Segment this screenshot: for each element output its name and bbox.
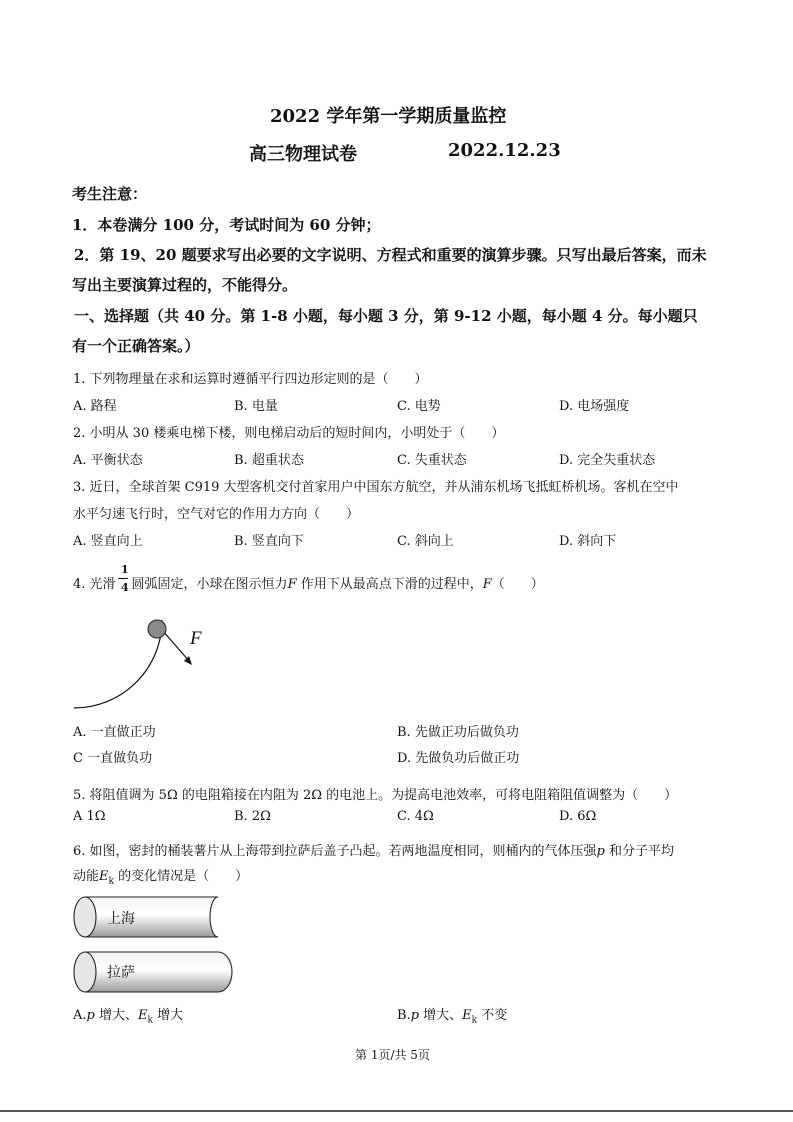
question-2-option-b: B. 超重状态 bbox=[234, 453, 304, 468]
question-1-stem: 1. 下列物理量在求和运算时遵循平行四边形定则的是（ ） bbox=[73, 372, 428, 387]
question-5-option-d: D. 6Ω bbox=[559, 809, 597, 824]
question-4-option-a: A. 一直做正功 bbox=[73, 725, 156, 740]
option-a-letter: A. bbox=[73, 1008, 87, 1023]
fraction-bar bbox=[118, 578, 128, 579]
notice-item-2-line-1: 2．第 19、20 题要求写出必要的文字说明、方程式和重要的演算步骤。只写出最后答案，而未 bbox=[74, 246, 707, 264]
exam-date: 2022.12.23 bbox=[448, 140, 561, 161]
exam-subtitle: 高三物理试卷 bbox=[249, 144, 357, 165]
question-3-stem-line-2: 水平匀速飞行时，空气对它的作用力方向（ ） bbox=[73, 507, 360, 522]
option-a-mid: 增大、 bbox=[94, 1008, 138, 1023]
question-1-option-a: A. 路程 bbox=[73, 399, 117, 414]
question-4-stem-prefix: 4. 光滑 bbox=[73, 577, 116, 592]
question-6-figure bbox=[70, 893, 240, 998]
option-b-post: 不变 bbox=[477, 1008, 508, 1023]
question-6-stem-text-1: 6. 如图，密封的桶装薯片从上海带到拉萨后盖子凸起。若两地温度相同，则桶内的气体压强 bbox=[73, 844, 597, 859]
force-arrow-line bbox=[162, 630, 190, 662]
question-4-stem-end: （ ） bbox=[491, 577, 544, 592]
question-6-stem-text-3: 动能 bbox=[73, 869, 100, 884]
question-4-stem bbox=[73, 573, 544, 592]
fraction-numerator: 1 bbox=[121, 563, 129, 576]
question-6-stem-line-1 bbox=[73, 840, 674, 859]
question-4-force-symbol-2: F bbox=[482, 577, 492, 592]
question-2-option-a: A. 平衡状态 bbox=[73, 453, 143, 468]
question-3-option-a: A. 竖直向上 bbox=[73, 534, 143, 549]
question-5-option-c: C. 4Ω bbox=[397, 809, 434, 824]
question-3-option-c: C. 斜向上 bbox=[397, 534, 454, 549]
question-6-stem-line-2 bbox=[73, 865, 248, 887]
notice-item-1: 1．本卷满分 100 分，考试时间为 60 分钟； bbox=[72, 216, 381, 234]
question-4-option-d: D. 先做负功后做正功 bbox=[397, 751, 520, 766]
page-footer: 第 1页/共 5页 bbox=[355, 1048, 430, 1062]
option-b-p: p bbox=[410, 1008, 420, 1023]
notice-item-2-line-2: 写出主要演算过程的，不能得分。 bbox=[72, 276, 298, 294]
energy-subscript: k bbox=[108, 876, 114, 887]
option-b-letter: B. bbox=[397, 1008, 411, 1023]
question-5-option-b: B. 2Ω bbox=[234, 809, 271, 824]
question-1-option-c: C. 电势 bbox=[397, 399, 441, 414]
fraction-denominator: 4 bbox=[121, 581, 129, 594]
question-6-stem-text-2: 和分子平均 bbox=[604, 844, 675, 859]
option-b-mid: 增大、 bbox=[419, 1008, 463, 1023]
question-4-stem-middle-2: 作用下从最高点下滑的过程中， bbox=[296, 577, 483, 592]
figure-force-label: F bbox=[190, 628, 202, 649]
question-6-stem-text-4: 的变化情况是（ ） bbox=[113, 869, 249, 884]
section-1-heading-line-1: 一、选择题（共 40 分。第 1-8 小题，每小题 3 分，第 9-12 小题，每小题 4 分。每小题只 bbox=[74, 307, 698, 325]
notice-heading: 考生注意： bbox=[72, 185, 148, 203]
question-4-option-c: C 一直做负功 bbox=[73, 751, 153, 766]
question-6-option-b bbox=[397, 1004, 507, 1026]
question-5-stem: 5. 将阻值调为 5Ω 的电阻箱接在内阻为 2Ω 的电池上。为提高电池效率，可将电阻箱阻值调整为（ ） bbox=[73, 788, 678, 803]
can-lasa bbox=[74, 952, 232, 992]
energy-symbol: E bbox=[99, 869, 109, 884]
question-4-option-b: B. 先做正功后做负功 bbox=[397, 725, 519, 740]
can-label-lasa: 拉萨 bbox=[107, 965, 135, 981]
pressure-symbol: p bbox=[596, 844, 605, 859]
exam-title: 2022 学年第一学期质量监控 bbox=[270, 106, 507, 127]
ball bbox=[148, 620, 166, 638]
option-a-p: p bbox=[86, 1008, 95, 1023]
question-1-option-d: D. 电场强度 bbox=[559, 399, 630, 414]
question-3-option-d: D. 斜向下 bbox=[559, 534, 617, 549]
option-b-k: k bbox=[471, 1015, 478, 1026]
option-b-e: E bbox=[462, 1008, 472, 1023]
page-bottom-border bbox=[0, 1110, 793, 1112]
question-3-stem-line-1: 3. 近日，全球首架 C919 大型客机交付首家用户中国东方航空，并从浦东机场飞抵虹桥机场。客机在空中 bbox=[73, 480, 679, 495]
option-a-e: E bbox=[138, 1008, 148, 1023]
option-a-k: k bbox=[147, 1015, 153, 1026]
question-3-option-b: B. 竖直向下 bbox=[234, 534, 304, 549]
question-2-option-d: D. 完全失重状态 bbox=[559, 453, 656, 468]
question-2-option-c: C. 失重状态 bbox=[397, 453, 467, 468]
can-label-shanghai: 上海 bbox=[107, 911, 135, 927]
option-a-post: 增大 bbox=[152, 1008, 184, 1023]
question-4-force-symbol-1: F bbox=[287, 577, 297, 592]
section-1-heading-line-2: 有一个正确答案。） bbox=[72, 337, 200, 355]
question-2-stem: 2. 小明从 30 楼乘电梯下楼，则电梯启动后的短时间内，小明处于（ ） bbox=[73, 426, 505, 441]
can-shanghai bbox=[74, 897, 218, 937]
question-4-stem-middle: 圆弧固定，小球在图示恒力 bbox=[131, 577, 288, 592]
question-6-option-a bbox=[73, 1004, 183, 1026]
question-5-option-a: A 1Ω bbox=[73, 809, 106, 824]
question-1-option-b: B. 电量 bbox=[234, 399, 278, 414]
